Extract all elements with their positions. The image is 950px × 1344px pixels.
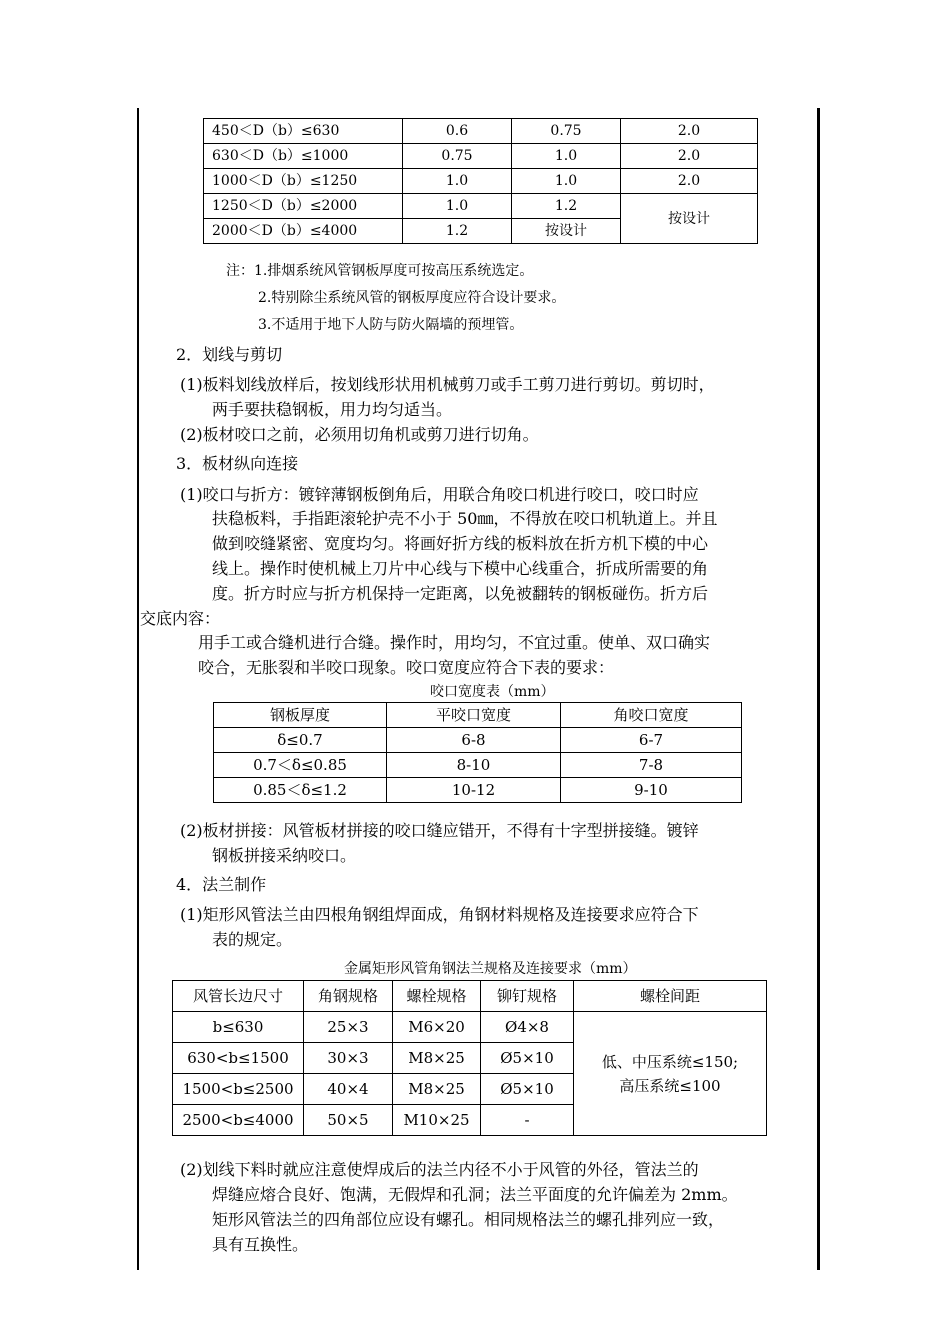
table-cell: 1.0 [512, 144, 621, 169]
table-cell: 2.0 [621, 169, 758, 194]
table-cell: 30×3 [304, 1043, 393, 1074]
table-cell: 630＜D（b）≤1000 [204, 144, 403, 169]
paragraph-line: 钢板拼接采纳咬口。 [212, 846, 357, 865]
paragraph-line: 两手要扶稳钢板，用力均匀适当。 [212, 400, 453, 419]
frame-right-border [817, 108, 820, 1270]
table-row [204, 119, 758, 144]
table-cell: 2.0 [621, 144, 758, 169]
table-cell: 2.0 [621, 119, 758, 144]
paragraph-line: (2)板材拼接：风管板材拼接的咬口缝应错开，不得有十字型拼接缝。镀锌 [180, 821, 699, 840]
table-row [173, 1012, 767, 1043]
table-cell: 按设计 [512, 219, 621, 244]
table-header: 钢板厚度 [214, 703, 387, 728]
note-1: 注：1.排烟系统风管钢板厚度可按高压系统选定。 [226, 263, 534, 279]
table-cell: 9-10 [561, 778, 742, 803]
paragraph-line: 线上。操作时使机械上刀片中心线与下模中心线重合，折成所需要的角 [212, 559, 709, 578]
section-2-title: 2．划线与剪切 [176, 345, 283, 364]
table-header: 铆钉规格 [481, 981, 574, 1012]
table-cell: 8-10 [387, 753, 561, 778]
table-row [204, 144, 758, 169]
table-cell: δ≤0.7 [214, 728, 387, 753]
table-cell: 0.75 [403, 144, 512, 169]
table-header-row [214, 703, 742, 728]
paragraph-line: 矩形风管法兰的四角部位应设有螺孔。相同规格法兰的螺孔排列应一致， [212, 1210, 725, 1229]
table-cell: 1.2 [403, 219, 512, 244]
frame-left-border [137, 108, 139, 1270]
table-cell: 630<b≤1500 [173, 1043, 304, 1074]
bolt-spacing-cell [574, 1012, 767, 1136]
table-header: 角钢规格 [304, 981, 393, 1012]
paragraph-line: (2)划线下料时就应注意使焊成后的法兰内径不小于风管的外径，管法兰的 [180, 1160, 699, 1179]
note-3: 3.不适用于地下人防与防火隔墙的预埋管。 [258, 317, 524, 333]
paragraph-line: (1)矩形风管法兰由四根角钢组焊面成，角钢材料规格及连接要求应符合下 [180, 905, 699, 924]
table-cell: 2000＜D（b）≤4000 [204, 219, 403, 244]
table-cell: Ø4×8 [481, 1012, 574, 1043]
paragraph-line: 具有互换性。 [212, 1235, 309, 1254]
table-cell: 25×3 [304, 1012, 393, 1043]
table-cell: M6×20 [393, 1012, 481, 1043]
table-row [204, 194, 758, 219]
table-cell: 0.7＜δ≤0.85 [214, 753, 387, 778]
table-header: 螺栓间距 [574, 981, 767, 1012]
flange-spec-table [172, 980, 767, 1136]
table-cell-merged: 按设计 [621, 194, 758, 244]
paragraph-line: 焊缝应熔合良好、饱满，无假焊和孔洞；法兰平面度的允许偏差为 2mm。 [212, 1185, 738, 1204]
table-cell: 1000＜D（b）≤1250 [204, 169, 403, 194]
table-cell: 0.6 [403, 119, 512, 144]
table-header-row [173, 981, 767, 1012]
table-cell: b≤630 [173, 1012, 304, 1043]
table-row [214, 728, 742, 753]
section-4-title: 4．法兰制作 [176, 875, 267, 894]
jiaodi-label: 交底内容： [140, 609, 221, 628]
table-cell: 6-8 [387, 728, 561, 753]
table-cell: 7-8 [561, 753, 742, 778]
table-header: 螺栓规格 [393, 981, 481, 1012]
table-row [204, 169, 758, 194]
table-cell: 450＜D（b）≤630 [204, 119, 403, 144]
table2-caption: 咬口宽度表（mm） [430, 684, 555, 700]
paragraph-line: 咬合，无胀裂和半咬口现象。咬口宽度应符合下表的要求： [198, 658, 615, 677]
table-cell: 2500<b≤4000 [173, 1105, 304, 1136]
table-cell: 1.0 [403, 194, 512, 219]
table-row [214, 778, 742, 803]
paragraph-line: (1)板料划线放样后，按划线形状用机械剪刀或手工剪刀进行剪切。剪切时， [180, 375, 715, 394]
bolt-spacing-line-1: 低、中压系统≤150; [601, 1052, 739, 1071]
table-cell: 1.0 [512, 169, 621, 194]
paragraph-line: 扶稳板料，手指距滚轮护壳不小于 50㎜，不得放在咬口机轨道上。并且 [212, 509, 718, 528]
paragraph-line: (2)板材咬口之前，必须用切角机或剪刀进行切角。 [180, 425, 539, 444]
table-cell: Ø5×10 [481, 1074, 574, 1105]
table-cell: Ø5×10 [481, 1043, 574, 1074]
table-cell: M8×25 [393, 1074, 481, 1105]
table3-caption: 金属矩形风管角钢法兰规格及连接要求（mm） [344, 961, 637, 977]
table-cell: 0.75 [512, 119, 621, 144]
table-cell: 0.85＜δ≤1.2 [214, 778, 387, 803]
seam-width-table [213, 702, 742, 803]
table-cell: 1500<b≤2500 [173, 1074, 304, 1105]
thickness-table [203, 118, 758, 244]
table-header: 风管长边尺寸 [173, 981, 304, 1012]
table-cell: 6-7 [561, 728, 742, 753]
table-cell: 1.0 [403, 169, 512, 194]
table-cell: - [481, 1105, 574, 1136]
table-cell: 50×5 [304, 1105, 393, 1136]
table-cell: 1250＜D（b）≤2000 [204, 194, 403, 219]
table-header: 角咬口宽度 [561, 703, 742, 728]
table-cell: 1.2 [512, 194, 621, 219]
table-cell: M10×25 [393, 1105, 481, 1136]
paragraph-line: 用手工或合缝机进行合缝。操作时，用均匀，不宜过重。使单、双口确实 [198, 633, 711, 652]
paragraph-line: (1)咬口与折方：镀锌薄钢板倒角后，用联合角咬口机进行咬口，咬口时应 [180, 485, 699, 504]
table-cell: 40×4 [304, 1074, 393, 1105]
table-header: 平咬口宽度 [387, 703, 561, 728]
paragraph-line: 表的规定。 [212, 930, 293, 949]
bolt-spacing-line-2: 高压系统≤100 [619, 1076, 721, 1095]
note-2: 2.特别除尘系统风管的钢板厚度应符合设计要求。 [258, 290, 566, 306]
table-row [214, 753, 742, 778]
paragraph-line: 做到咬缝紧密、宽度均匀。将画好折方线的板料放在折方机下模的中心 [212, 534, 709, 553]
paragraph-line: 度。折方时应与折方机保持一定距离，以免被翻转的钢板碰伤。折方后 [212, 584, 709, 603]
table-cell: M8×25 [393, 1043, 481, 1074]
section-3-title: 3．板材纵向连接 [176, 454, 299, 473]
table-cell: 10-12 [387, 778, 561, 803]
